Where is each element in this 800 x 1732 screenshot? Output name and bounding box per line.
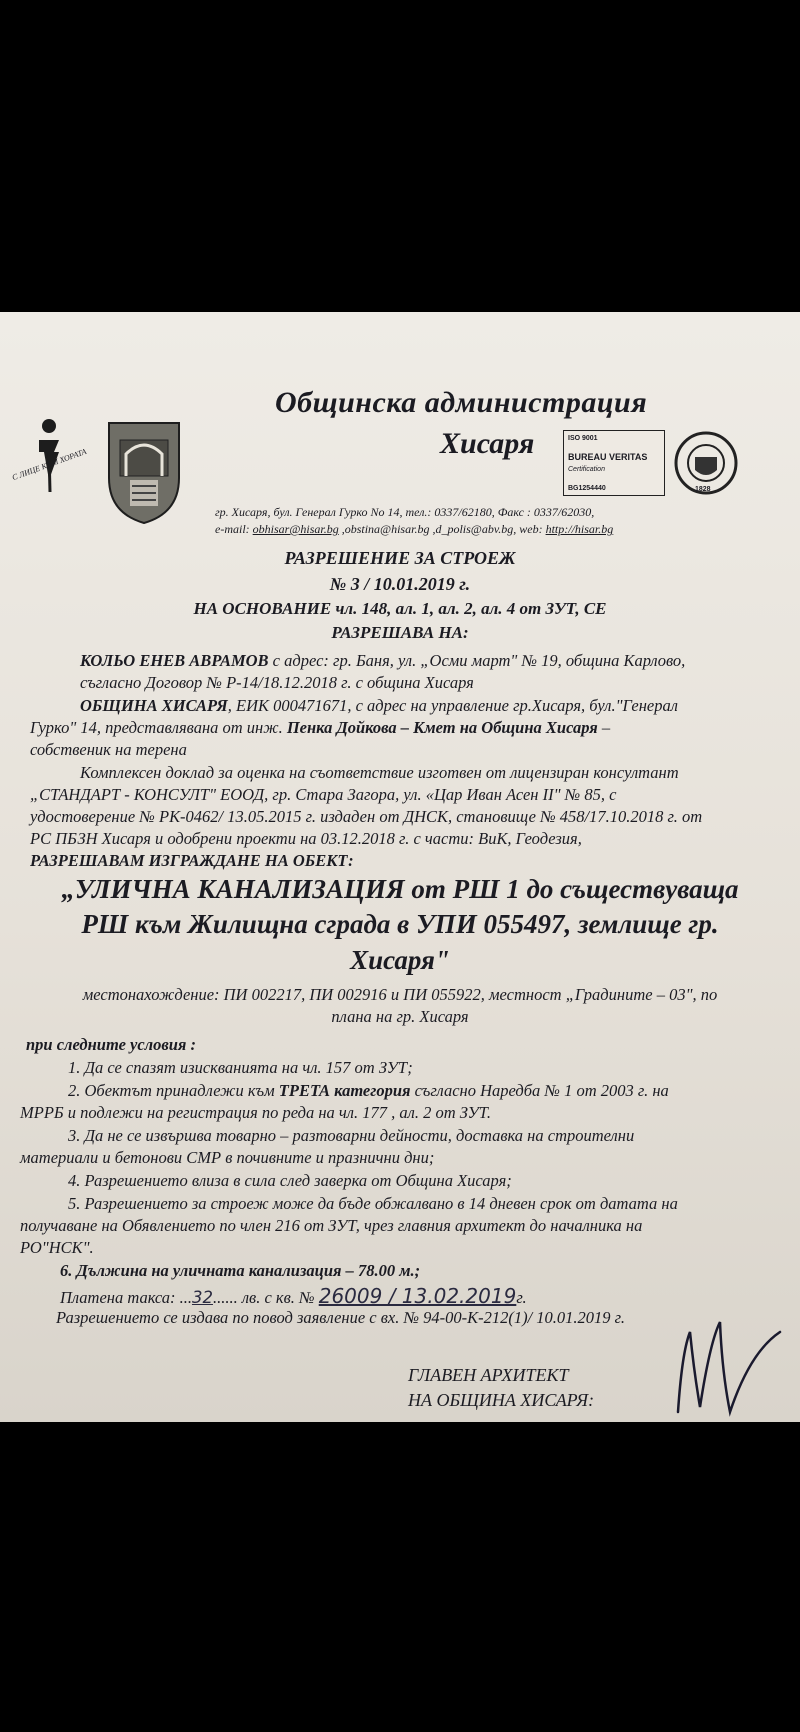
bv-code: BG1254440 (568, 485, 606, 492)
fee-line: Платена такса: ...32...... лв. с кв. № 26009 / 13.02.2019г. (60, 1284, 527, 1308)
paragraph-3-line-5: РАЗРЕШАВАМ ИЗГРАЖДАНЕ НА ОБЕКТ: (30, 851, 354, 870)
condition-5-line-3: РО"НСК". (20, 1238, 94, 1257)
bv-label: BUREAU VERITAS (568, 452, 648, 462)
paragraph-1-line-2: съгласно Договор № Р-14/18.12.2018 г. с община Хисаря (80, 673, 474, 692)
paragraph-3-line-3: удостоверение № РК-0462/ 13.05.2015 г. издаден от ДНСК, становище № 458/17.10.2018 г. от (30, 807, 703, 826)
address-line: гр. Хисаря, бул. Генерал Гурко No 14, тел.: 0337/62180, Факс : 0337/62030, (215, 505, 595, 519)
document-page (0, 312, 800, 1422)
org-title: Общинска администрация (275, 386, 648, 419)
bv-year: 1828 (695, 486, 711, 493)
contact-line: e-mail: obhisar@hisar.bg ,obstina@hisar.bg ,d_polis@abv.bg, web: http://hisar.bg (215, 522, 614, 536)
condition-5: 5. Разрешението за строеж може да бъде обжалвано в 14 дневен срок от датата на (68, 1194, 678, 1213)
conditions-heading: при следните условия : (26, 1035, 197, 1054)
condition-3-line-2: материали и бетонови СМР в почивните и празнични дни; (20, 1148, 435, 1167)
iso-label: ISO 9001 (568, 435, 598, 442)
paragraph-2-line-1: ОБЩИНА ХИСАРЯ, ЕИК 000471671, с адрес на управление гр.Хисаря, бул."Генерал (80, 696, 678, 715)
location-line-1: местонахождение: ПИ 002217, ПИ 002916 и ПИ 055922, местност „Градините – 03", по (82, 985, 718, 1004)
condition-3: 3. Да не се извършва товарно – разтоварни дейности, доставка на строителни (68, 1126, 635, 1145)
condition-6: 6. Дължина на уличната канализация – 78.00 м.; (60, 1261, 421, 1280)
document-title: РАЗРЕШЕНИЕ ЗА СТРОЕЖ (284, 548, 516, 568)
condition-2-line-2: МРРБ и подлежи на регистрация по реда на чл. 177 , ал. 2 от ЗУТ. (20, 1103, 492, 1122)
paragraph-2-line-2: Гурко" 14, представлявана от инж. Пенка Дойкова – Кмет на Община Хисаря – (30, 718, 611, 737)
legal-basis: НА ОСНОВАНИЕ чл. 148, ал. 1, ал. 2, ал. 4 от ЗУТ, СЕ (193, 599, 607, 618)
handwritten-signature-icon (660, 1312, 790, 1422)
paragraph-3-line-2: „СТАНДАРТ - КОНСУЛТ" ЕООД, гр. Стара Загора, ул. «Цар Иван Асен II" № 85, с (30, 785, 617, 804)
bv-cert: Certification (568, 466, 605, 473)
object-title-line-3: Хисаря" (350, 945, 450, 975)
object-title-line-1: „УЛИЧНА КАНАЛИЗАЦИЯ от РШ 1 до съществуваща (61, 874, 739, 904)
coat-of-arms-icon (104, 418, 184, 528)
org-city: Хисаря (440, 427, 535, 460)
signature-title-line-2: НА ОБЩИНА ХИСАРЯ: (408, 1390, 595, 1410)
bureau-veritas-badge (563, 430, 743, 500)
website-link[interactable]: http://hisar.bg (545, 522, 614, 536)
condition-2: 2. Обектът принадлежи към ТРЕТА категория съгласно Наредба № 1 от 2003 г. на (68, 1081, 669, 1100)
email-link[interactable]: obhisar@hisar.bg (252, 522, 339, 536)
paragraph-3-line-1: Комплексен доклад за оценка на съответствие изготвен от лицензиран консултант (80, 763, 679, 782)
allows-heading: РАЗРЕШАВА НА: (331, 623, 469, 642)
signature-title-line-1: ГЛАВЕН АРХИТЕКТ (408, 1365, 569, 1385)
document-number: № 3 / 10.01.2019 г. (329, 574, 471, 594)
object-title-line-2: РШ към Жилищна сграда в УПИ 055497, землище гр. (81, 909, 719, 939)
paragraph-2-line-3: собственик на терена (30, 740, 187, 759)
issued-line: Разрешението се издава по повод заявление с вх. № 94-00-К-212(1)/ 10.01.2019 г. (56, 1308, 626, 1327)
condition-1: 1. Да се спазят изискванията на чл. 157 от ЗУТ; (68, 1058, 413, 1077)
condition-4: 4. Разрешението влиза в сила след заверка от Община Хисаря; (68, 1171, 512, 1190)
person-logo-caption: С ЛИЦЕ КЪМ ХОРАТА (10, 446, 88, 483)
location-line-2: плана на гр. Хисаря (331, 1007, 469, 1026)
paragraph-1-line-1: КОЛЬО ЕНЕВ АВРАМОВ с адрес: гр. Баня, ул. „Осми март" № 19, община Карлово, (80, 651, 686, 670)
condition-5-line-2: получаване на Обявлението по член 216 от ЗУТ, чрез главния архитект до началника на (20, 1216, 643, 1235)
paragraph-3-line-4: РС ПБЗН Хисаря и одобрени проекти на 03.12.2018 г. с части: ВиК, Геодезия, (30, 829, 582, 848)
receipt-handwritten: 26009 / 13.02.2019 (318, 1284, 517, 1308)
fee-handwritten: 32 (191, 1288, 213, 1307)
